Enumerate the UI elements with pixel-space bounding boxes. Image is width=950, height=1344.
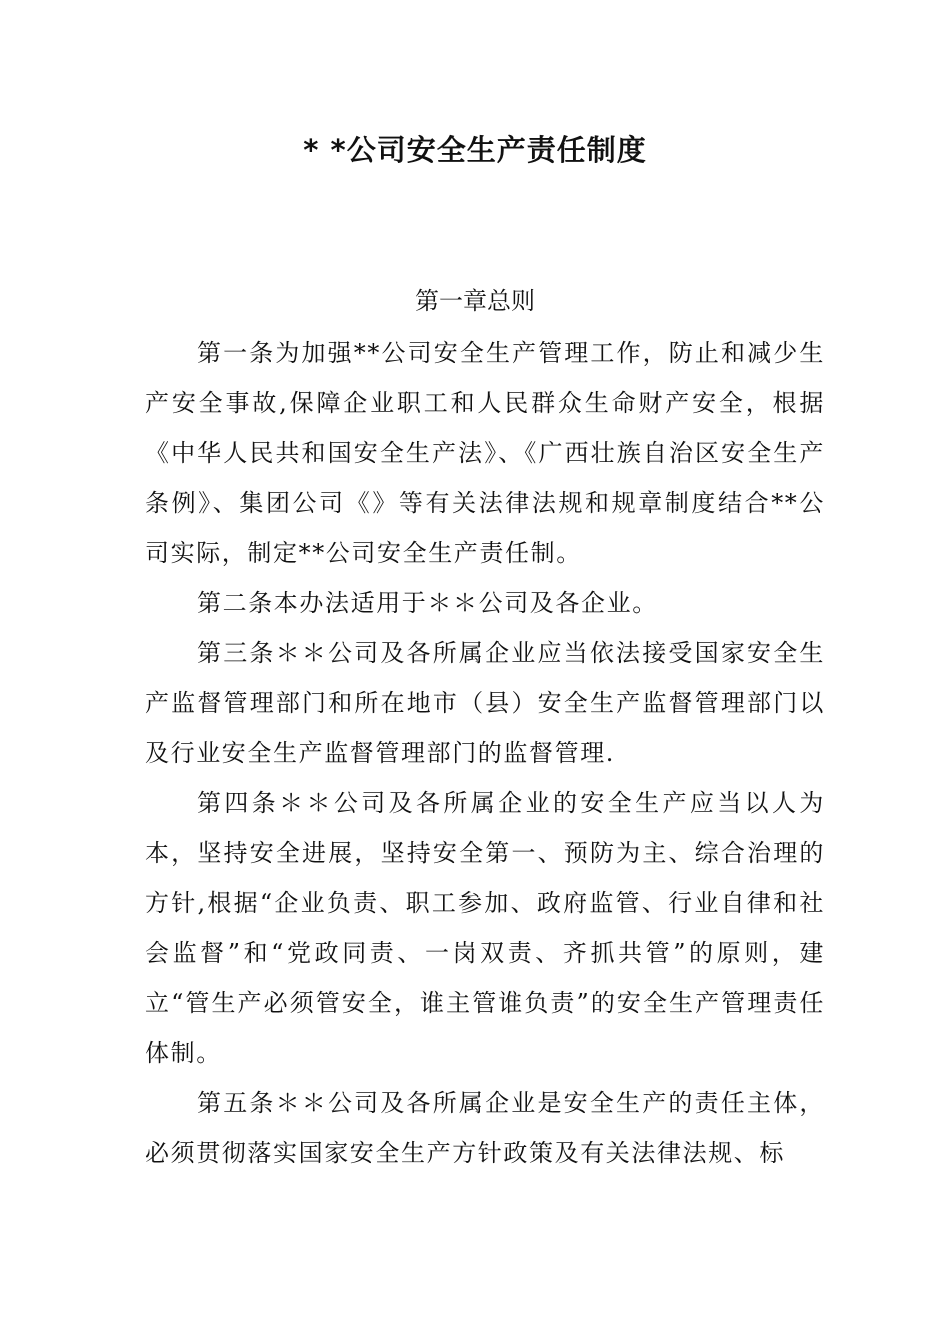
document-title: * *公司安全生产责任制度: [303, 133, 647, 167]
article-5-paragraph: 第五条＊＊公司及各所属企业是安全生产的责任主体，必须贯彻落实国家安全生产方针政策及有关法律法规、标: [145, 1089, 825, 1167]
article-1-paragraph: 第一条为加强**公司安全生产管理工作，防止和减少生产安全事故,保障企业职工和人民群众生命财产安全，根据《中华人民共和国安全生产法》、《广西壮族自治区安全生产条例》、集团公司《》等有关法律法规和规章制度结合**公司实际，制定**公司安全生产责任制。: [145, 339, 825, 567]
article-4-paragraph: 第四条＊＊公司及各所属企业的安全生产应当以人为本，坚持安全进展，坚持安全第一、预防为主、综合治理的方针,根据“企业负责、职工参加、政府监管、行业自律和社会监督”和“党政同责、一岗双责、齐抓共管”的原则，建立“管生产必须管安全，谁主管谁负责”的安全生产管理责任体制。: [145, 789, 825, 1067]
chapter-title: 第一章总则: [415, 287, 535, 315]
article-2-paragraph: 第二条本办法适用于＊＊公司及各企业。: [197, 589, 658, 617]
document-body: [145, 328, 825, 1178]
article-3-paragraph: 第三条＊＊公司及各所属企业应当依法接受国家安全生产监督管理部门和所在地市（县）安全生产监督管理部门以及行业安全生产监督管理部门的监督管理.: [145, 639, 825, 767]
